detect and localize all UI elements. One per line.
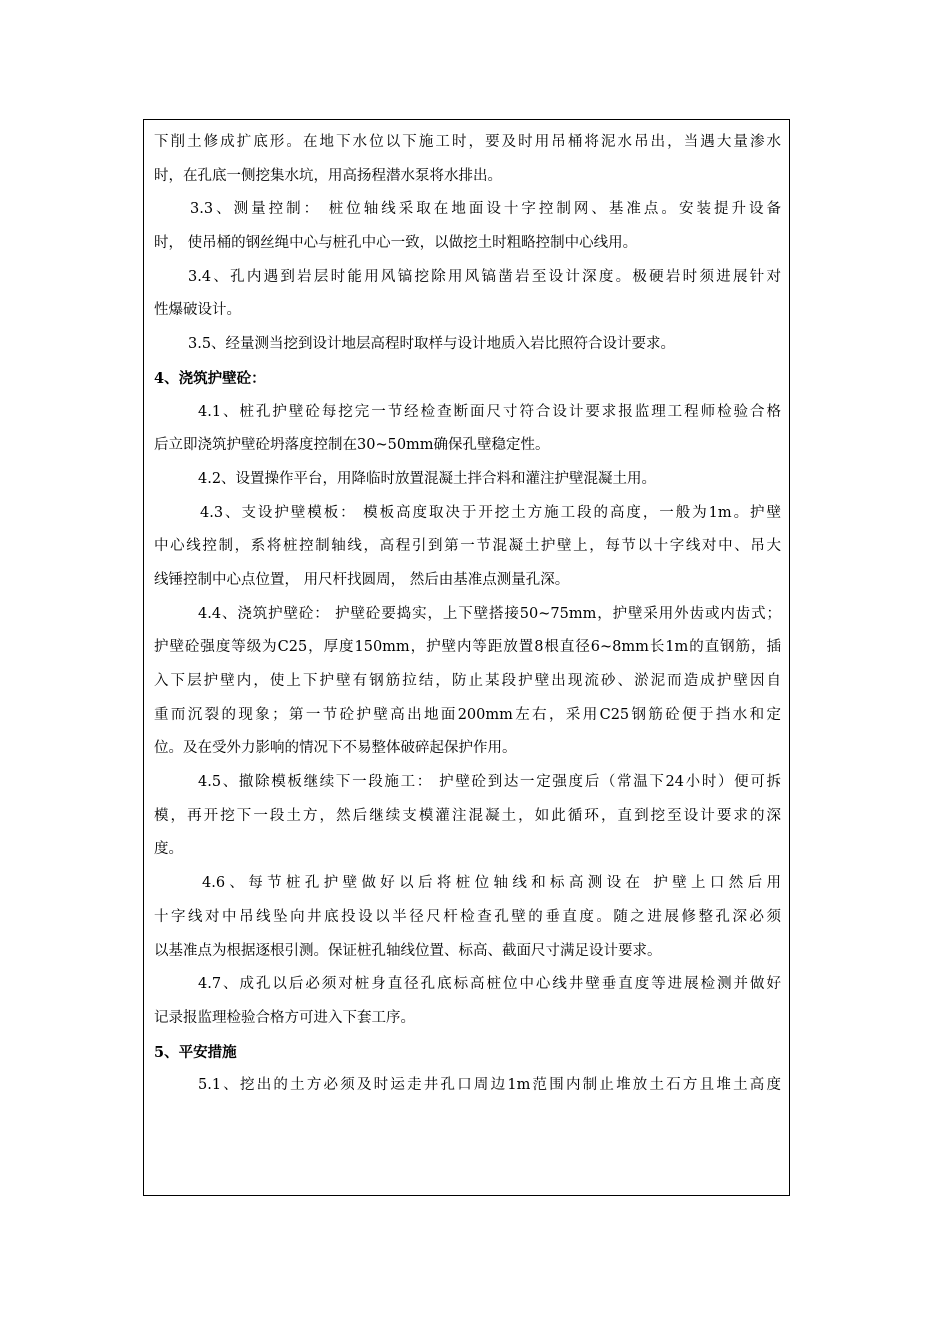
text-line: 3.5、经量测当挖到设计地层高程时取样与设计地质入岩比照符合设计要求。 [188, 336, 676, 353]
text-line: 模，再开挖下一段土方，然后继续支模灌注混凝土，如此循环，直到挖至设计要求的深 [154, 807, 781, 824]
text-line: 4.4、浇筑护壁砼： 护壁砼要捣实，上下壁搭接50~75mm，护壁采用外齿或内齿式； [198, 605, 781, 622]
document-table-cell [143, 119, 790, 1196]
text-line: 5.1、挖出的土方必须及时运走井孔口周边1m范围内制止堆放土石方且堆土高度 [198, 1077, 781, 1094]
text-line: 4.5、撤除模板继续下一段施工： 护壁砼到达一定强度后（常温下24小时）便可拆 [198, 774, 781, 791]
text-line: 4.3、支设护壁模板： 模板高度取决于开挖土方施工段的高度，一般为1m。护壁 [200, 504, 781, 521]
text-line: 中心线控制，系将桩控制轴线，高程引到第一节混凝土护壁上，每节以十字线对中、吊大 [154, 538, 781, 555]
text-line: 3.4、孔内遇到岩层时能用风镐挖除用风镐凿岩至设计深度。极硬岩时须进展针对 [188, 268, 781, 285]
text-line: 时， 使吊桶的钢丝绳中心与桩孔中心一致，以做挖土时粗略控制中心线用。 [154, 235, 638, 252]
text-line: 十字线对中吊线坠向井底投设以半径尺杆检查孔壁的垂直度。随之进展修整孔深必须 [154, 908, 781, 925]
text-line: 度。 [154, 841, 183, 858]
text-line: 4.1、桩孔护壁砼每挖完一节经检查断面尺寸符合设计要求报监理工程师检验合格 [198, 403, 781, 420]
text-line: 性爆破设计。 [154, 302, 241, 319]
text-line: 护壁砼强度等级为C25，厚度150mm，护壁内等距放置8根直径6~8mm长1m的直钢筋，插 [154, 639, 781, 656]
text-line: 线锤控制中心点位置， 用尺杆找圆周， 然后由基准点测量孔深。 [154, 571, 570, 588]
section-heading: 5、平安措施 [154, 1043, 237, 1061]
text-line: 4.6、每节桩孔护壁做好以后将桩位轴线和标高测设在 护壁上口然后用 [202, 875, 781, 892]
text-line: 重而沉裂的现象；第一节砼护壁高出地面200mm左右，采用C25钢筋砼便于挡水和定 [154, 706, 781, 723]
text-line: 记录报监理检验合格方可进入下套工序。 [154, 1009, 415, 1026]
text-line: 4.7、成孔以后必须对桩身直径孔底标高桩位中心线井壁垂直度等进展检测并做好 [198, 976, 781, 993]
text-line: 时，在孔底一侧挖集水坑，用高扬程潜水泵将水排出。 [154, 167, 502, 184]
text-line: 位。及在受外力影响的情况下不易整体破碎起保护作用。 [154, 740, 517, 757]
text-line: 4.2、设置操作平台，用降临时放置混凝土拌合料和灌注护壁混凝土用。 [198, 470, 657, 487]
text-line: 3.3、测量控制： 桩位轴线采取在地面设十字控制网、基准点。安装提升设备 [190, 201, 781, 218]
text-line: 入下层护壁内，使上下护壁有钢筋拉结，防止某段护壁出现流砂、淤泥而造成护壁因自 [154, 673, 781, 689]
text-line: 后立即浇筑护壁砼坍落度控制在30~50mm确保孔壁稳定性。 [154, 437, 550, 454]
document-body [144, 120, 789, 1103]
text-line: 以基准点为根据逐根引测。保证桩孔轴线位置、标高、截面尺寸满足设计要求。 [154, 942, 662, 959]
section-heading: 4、浇筑护壁砼： [154, 369, 266, 387]
text-line: 下削土修成扩底形。在地下水位以下施工时，要及时用吊桶将泥水吊出，当遇大量渗水 [154, 134, 781, 150]
